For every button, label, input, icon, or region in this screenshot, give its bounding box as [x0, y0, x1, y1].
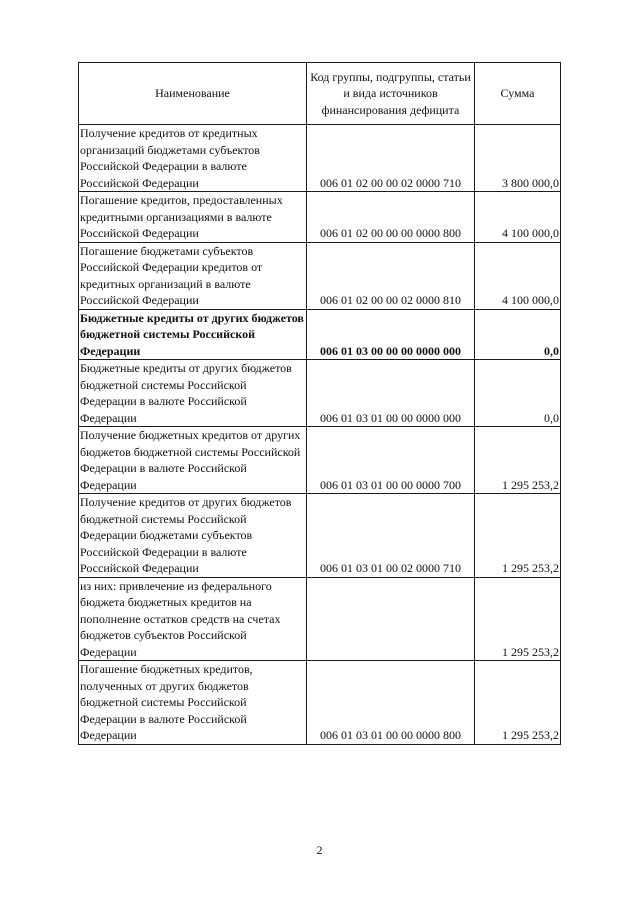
table-row	[79, 360, 561, 427]
row-name: Погашение кредитов, предоставленных кредитными организациями в валюте Российской Федерации	[79, 192, 307, 243]
row-sum: 4 100 000,0	[475, 192, 561, 243]
row-sum: 1 295 253,2	[475, 427, 561, 494]
table-row	[79, 577, 561, 661]
sources-of-financing-table	[78, 62, 561, 745]
header-sum: Сумма	[475, 63, 561, 125]
row-code: 006 01 02 00 00 02 0000 710	[307, 125, 475, 192]
table-row	[79, 125, 561, 192]
row-code: 006 01 03 00 00 00 0000 000	[307, 309, 475, 360]
table-row	[79, 192, 561, 243]
row-sum: 0,0	[475, 360, 561, 427]
page-number: 2	[316, 843, 323, 857]
table-header	[79, 63, 561, 125]
row-sum: 3 800 000,0	[475, 125, 561, 192]
header-code: Код группы, подгруппы, статьи и вида источников финансирования дефицита	[307, 63, 475, 125]
row-name: Получение кредитов от других бюджетов бюджетной системы Российской Федерации бюджетами субъектов Российской Федерации в валюте Российской Федерации	[79, 494, 307, 578]
header-name: Наименование	[79, 63, 307, 125]
row-code	[307, 577, 475, 661]
table-row-bold	[79, 309, 561, 360]
row-code: 006 01 03 01 00 00 0000 000	[307, 360, 475, 427]
row-name: из них: привлечение из федерального бюджета бюджетных кредитов на пополнение остатков средств на счетах бюджетов субъектов Российской Федерации	[79, 577, 307, 661]
table-row	[79, 494, 561, 578]
header-row	[79, 63, 561, 125]
row-code: 006 01 03 01 00 00 0000 800	[307, 661, 475, 745]
row-name: Погашение бюджетных кредитов, полученных от других бюджетов бюджетной системы Российской Федерации в валюте Российской Федерации	[79, 661, 307, 745]
row-name: Бюджетные кредиты от других бюджетов бюджетной системы Российской Федерации в валюте Российской Федерации	[79, 360, 307, 427]
row-sum: 0,0	[475, 309, 561, 360]
table-row	[79, 242, 561, 309]
row-sum: 1 295 253,2	[475, 577, 561, 661]
row-sum: 1 295 253,2	[475, 494, 561, 578]
row-sum: 1 295 253,2	[475, 661, 561, 745]
table-row	[79, 427, 561, 494]
row-name: Бюджетные кредиты от других бюджетов бюджетной системы Российской Федерации	[79, 309, 307, 360]
row-code: 006 01 02 00 00 02 0000 810	[307, 242, 475, 309]
table-row	[79, 661, 561, 745]
row-name: Получение бюджетных кредитов от других бюджетов бюджетной системы Российской Федерации в валюте Российской Федерации	[79, 427, 307, 494]
row-code: 006 01 03 01 00 02 0000 710	[307, 494, 475, 578]
row-code: 006 01 03 01 00 00 0000 700	[307, 427, 475, 494]
row-sum: 4 100 000,0	[475, 242, 561, 309]
table-body	[79, 125, 561, 745]
row-code: 006 01 02 00 00 00 0000 800	[307, 192, 475, 243]
row-name: Погашение бюджетами субъектов Российской Федерации кредитов от кредитных организаций в валюте Российской Федерации	[79, 242, 307, 309]
row-name: Получение кредитов от кредитных организаций бюджетами субъектов Российской Федерации в валюте Российской Федерации	[79, 125, 307, 192]
